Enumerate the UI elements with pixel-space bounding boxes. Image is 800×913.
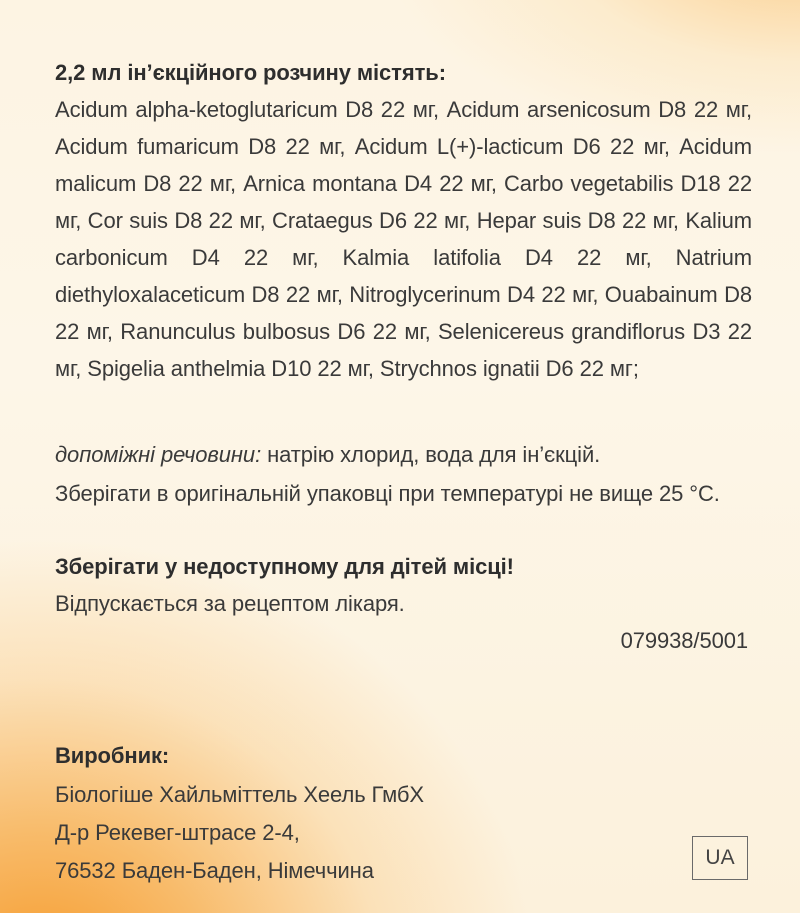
composition-text: Acidum alpha-ketoglutaricum D8 22 мг, Acidum arsenicosum D8 22 мг, Acidum fumaricum D8 22 мг, Acidum L(+)-lacticum D6 22 мг, Acidum malicum D8 22 мг, Arnica montana D4 22 мг, Carbo vegetabilis D18 22 мг, Cor suis D8 22 мг, Crataegus D6 22 мг, Hepar suis D8 22 мг, Kalium carbonicum D4 22 мг, Kalmia latifolia D4 22 мг, Natrium diethyloxalaceticum D8 22 мг, Nitroglycerinum D4 22 мг, Ouabainum D8 22 мг, Ranunculus bulbosus D6 22 мг, Selenicereus grandiflorus D3 22 мг, Spigelia anthelmia D10 22 мг, Strychnos ignatii D6 22 мг; — [55, 97, 752, 381]
manufacturer-label: Виробник: — [55, 743, 170, 768]
composition-heading: 2,2 мл ін’єкційного розчину містять: — [55, 60, 446, 85]
excipients-label: допоміжні речовини: — [55, 442, 262, 467]
country-code-badge: UA — [692, 836, 748, 880]
excipients-line — [55, 436, 752, 473]
manufacturer-name: Біологіше Хайльміттель Хеель ГмбХ — [55, 782, 424, 807]
manufacturer-city: 76532 Баден-Баден, Німеччина — [55, 858, 374, 883]
manufacturer-street: Д-р Рекевег-штрасе 2-4, — [55, 820, 300, 845]
excipients-text: натрію хлорид, вода для ін’єкцій. — [261, 442, 601, 467]
registration-number: 079938/5001 — [620, 628, 748, 653]
prescription-status: Відпускається за рецептом лікаря. — [55, 591, 405, 616]
children-warning: Зберігати у недоступному для дітей місці! — [55, 554, 514, 579]
storage-conditions: Зберігати в оригінальній упаковці при температурі не вище 25 °С. — [55, 481, 720, 506]
